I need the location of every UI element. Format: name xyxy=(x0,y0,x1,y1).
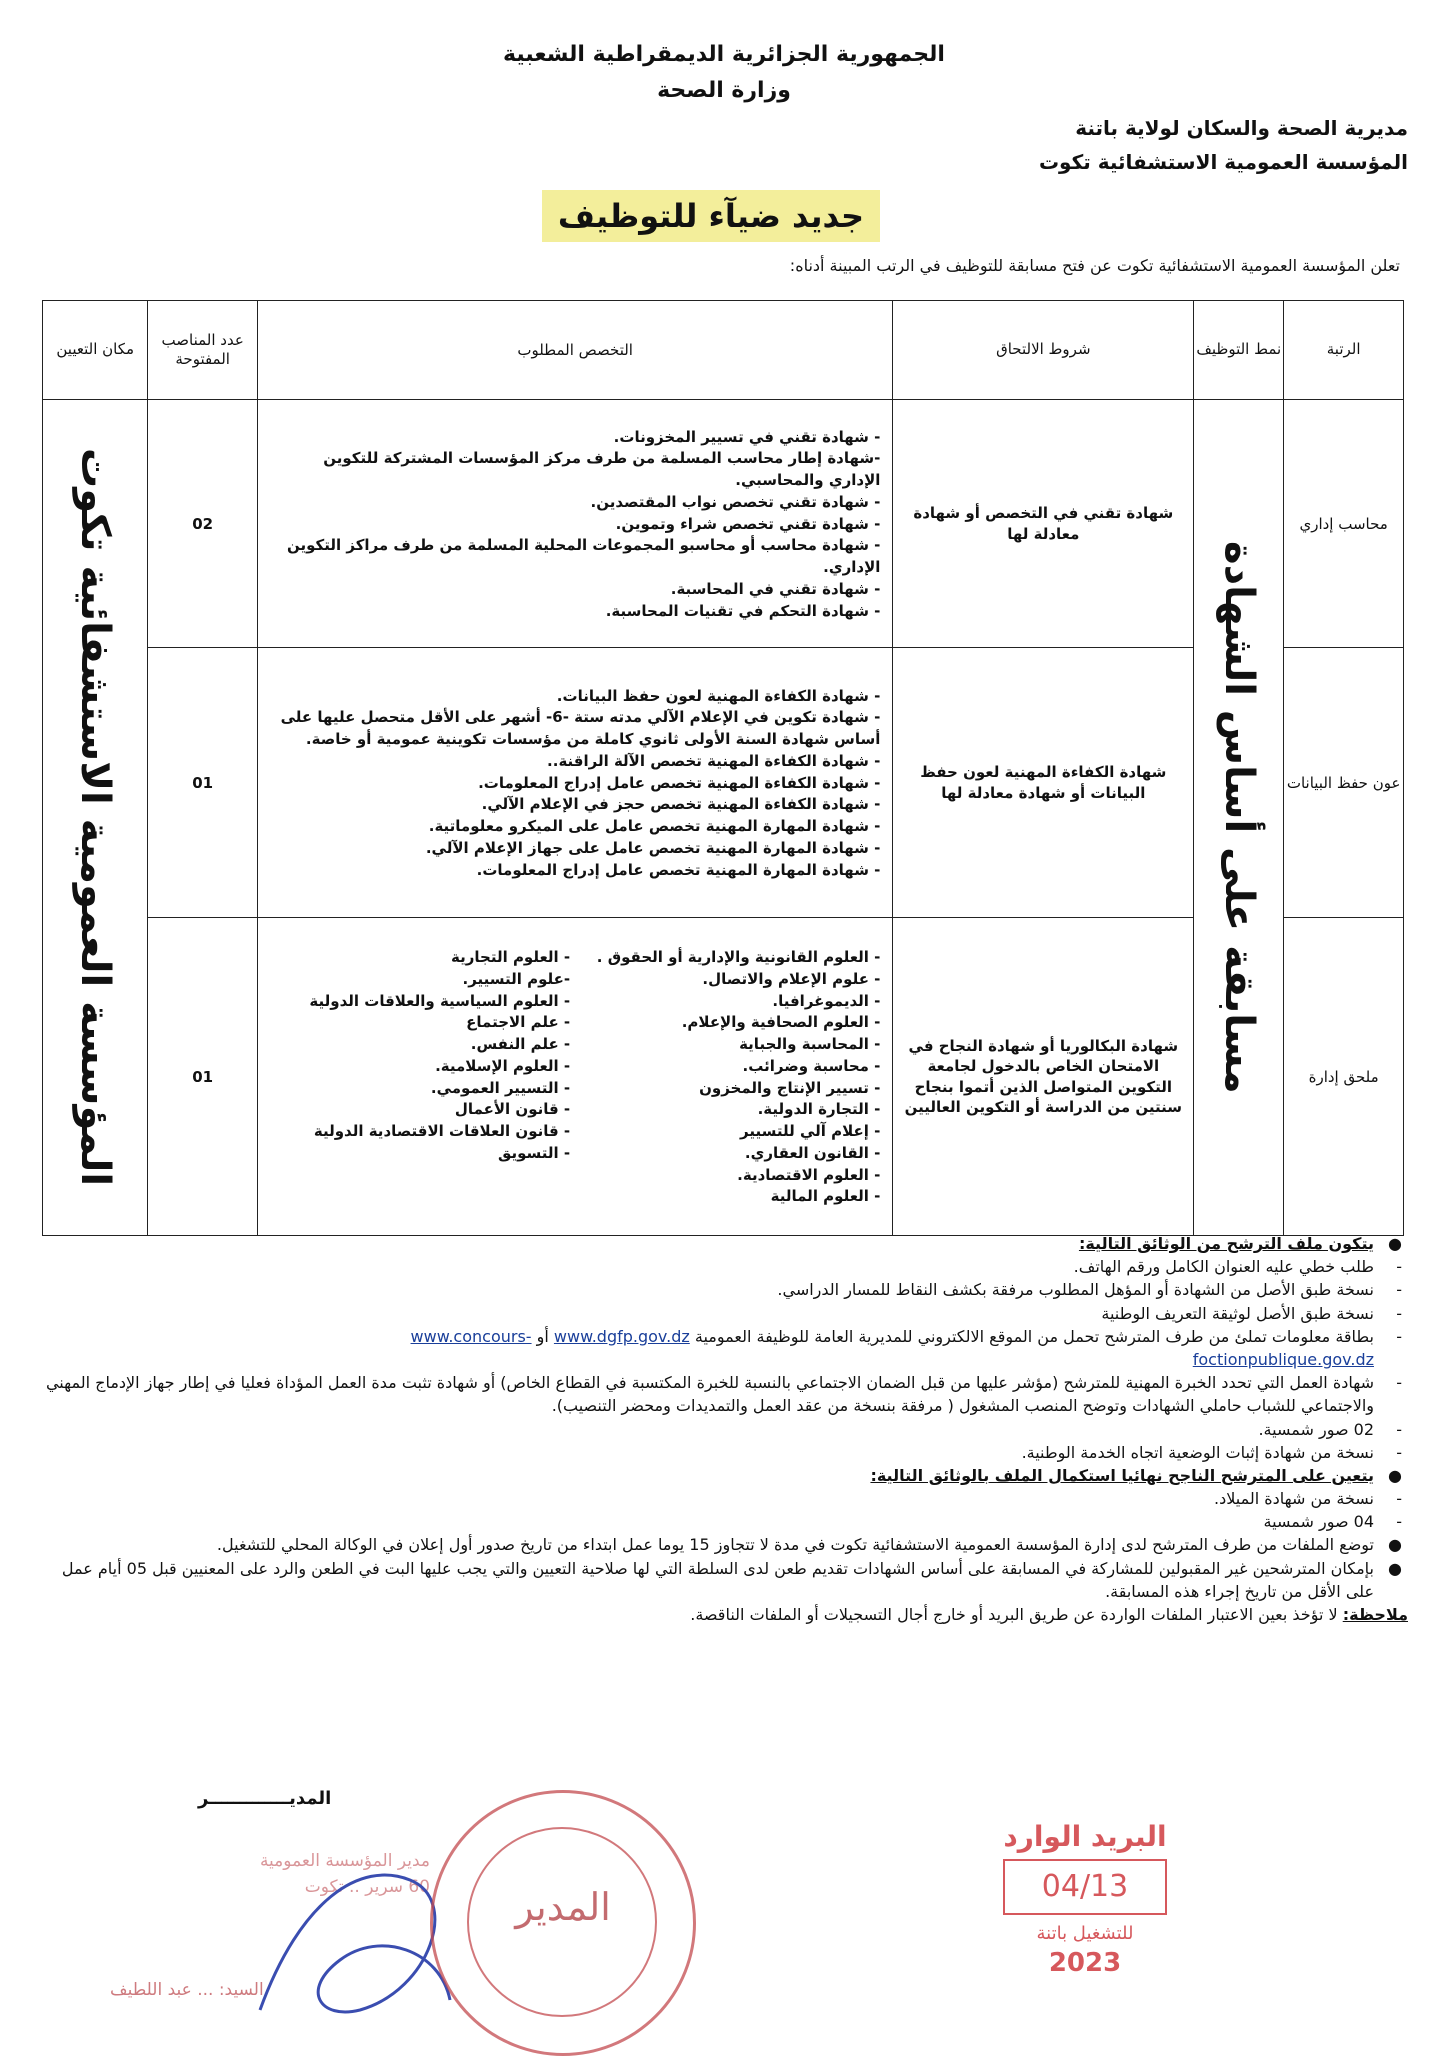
rank-cell: محاسب إداري xyxy=(1284,400,1404,648)
specialty-item: - شهادة المهارة المهنية تخصص عامل على جهاز الإعلام الآلي. xyxy=(425,838,881,857)
specialty-item: - شهادة الكفاءة المهنية تخصص عامل إدراج المعلومات. xyxy=(478,773,881,792)
final-item: 04 صور شمسية xyxy=(1263,1512,1374,1532)
bullet-icon: ● xyxy=(1388,1465,1402,1485)
conditions-cell: شهادة الكفاءة المهنية لعون حفظ البيانات أو شهادة معادلة لها xyxy=(893,648,1194,918)
file-heading: يتكون ملف الترشح من الوثائق التالية: xyxy=(1078,1234,1374,1253)
institution-name: المؤسسة العمومية الاستشفائية تكوت xyxy=(1038,150,1408,174)
specialty-columns xyxy=(270,947,880,1208)
file-item: شهادة العمل التي تحدد الخبرة المهنية للمترشح (مؤشر عليها من قبل الضمان الاجتماعي بالنسبة للخبرة المكتسبة في القطاع الخاص) أو شهادة تثبت مدة العمل المؤداة فعليا في إطار جهاز الإدماج المهني والاجتماعي للشباب حاملي الشهادات وتوضح المنصب المشغول ( مرفقة بنسخة من عقد العمل والتمديدات ومحضر التنصيب). xyxy=(45,1373,1374,1416)
specialty-item: - علم الاجتماع xyxy=(466,1013,571,1032)
mail-stamp-title: البريد الوارد xyxy=(1003,1820,1167,1853)
conditions-cell: شهادة البكالوريا أو شهادة النجاح في الامتحان الخاص بالدخول لجامعة التكوين المتواصل الذين أتموا بنجاح سنتين من الدراسة أو التكوين العاليين xyxy=(893,918,1194,1236)
specialty-item: - التسويق xyxy=(497,1143,571,1162)
mode-cell xyxy=(1194,400,1284,1236)
dash-icon: - xyxy=(1396,1419,1402,1439)
specialty-item: - العلوم الاقتصادية. xyxy=(737,1165,881,1184)
dash-icon: - xyxy=(1396,1303,1402,1323)
specialty-column-right xyxy=(580,947,880,1208)
seal-label: المدير xyxy=(515,1885,611,1929)
concours-link-cont[interactable]: foctionpublique.gov.dz xyxy=(1192,1349,1374,1369)
dash-icon: - xyxy=(1396,1280,1402,1300)
header-rank: الرتبة xyxy=(1284,301,1404,400)
ministry-header: وزارة الصحة xyxy=(657,78,791,103)
or-text: أو xyxy=(536,1326,549,1346)
file-item: نسخة من شهادة إثبات الوضعية اتجاه الخدمة الوطنية. xyxy=(1021,1442,1374,1462)
list-item xyxy=(38,1557,1408,1603)
mail-stamp-line: للتشغيل باتنة xyxy=(1036,1923,1134,1944)
file-item: 02 صور شمسية. xyxy=(1258,1419,1374,1439)
conditions-cell: شهادة تقني في التخصص أو شهادة معادلة لها xyxy=(893,400,1194,648)
specialty-column-left xyxy=(270,947,570,1208)
specialty-item: - علم النفس. xyxy=(470,1035,571,1053)
specialty-item: - قانون العلاقات الاقتصادية الدولية xyxy=(313,1122,571,1140)
count-cell: 02 xyxy=(148,400,257,648)
bullet-icon: ● xyxy=(1388,1535,1402,1555)
list-item xyxy=(38,1441,1408,1464)
director-label: المديـــــــــــــر xyxy=(198,1788,332,1809)
place-value: المؤسسة العمومية الاستشفائية تكوت xyxy=(72,448,119,1187)
specialty-item: - إعلام آلي للتسيير xyxy=(740,1122,881,1140)
specialty-cell xyxy=(257,400,892,648)
concours-link[interactable]: www.concours- xyxy=(410,1326,532,1346)
republic-header: الجمهورية الجزائرية الديمقراطية الشعبية xyxy=(503,42,945,67)
specialty-item: - شهادة تقني في تسيير المخزونات. xyxy=(613,427,881,446)
file-item: نسخة طبق الأصل لوثيقة التعريف الوطنية xyxy=(1101,1303,1374,1323)
specialty-item: - العلوم القانونية والإدارية أو الحقوق . xyxy=(596,948,881,966)
dgfp-link[interactable]: www.dgfp.gov.dz xyxy=(553,1326,690,1346)
list-item xyxy=(38,1418,1408,1441)
appeal-text: بإمكان المترشحين غير المقبولين للمشاركة في المسابقة على أساس الشهادات تقديم طعن لدى السلطة التي لها صلاحية التعيين والتي يجب عليها البت في الطعن والرد على المعنيين قبل 05 أيام عمل على الأقل من تاريخ إجراء هذه المسابقة. xyxy=(61,1558,1374,1601)
list-item xyxy=(38,1232,1408,1255)
list-item xyxy=(38,1278,1408,1301)
specialty-item: - شهادة التحكم في تقنيات المحاسبة. xyxy=(605,601,881,620)
deposit-text: توضع الملفات من طرف المترشح لدى إدارة المؤسسة العمومية الاستشفائية تكوت في مدة لا تتجاوز 15 يوما عمل ابتداء من تاريخ صدور أول إعلان في الوكالة المحلي للتشغيل. xyxy=(216,1535,1374,1555)
dash-icon: - xyxy=(1396,1442,1402,1462)
count-cell: 01 xyxy=(148,648,257,918)
bullet-icon: ● xyxy=(1388,1234,1402,1253)
header-mode: نمط التوظيف xyxy=(1194,301,1284,400)
dash-icon: - xyxy=(1396,1512,1402,1532)
specialty-item: - العلوم الإسلامية. xyxy=(435,1056,571,1075)
final-heading: يتعين على المترشح الناجح نهائيا استكمال الملف بالوثائق التالية: xyxy=(870,1465,1374,1485)
specialty-item: - شهادة المهارة المهنية تخصص عامل إدراج المعلومات. xyxy=(476,860,881,879)
specialty-item: - شهادة تقني في المحاسبة. xyxy=(670,579,881,598)
specialty-item: - تسيير الإنتاج والمخزون xyxy=(699,1078,881,1097)
specialty-item: - قانون الأعمال xyxy=(454,1100,571,1119)
mail-stamp-number: 04/13 xyxy=(1003,1859,1167,1915)
directorate-name: مديرية الصحة والسكان لولاية باتنة xyxy=(1075,116,1408,140)
mail-received-stamp xyxy=(935,1820,1235,2050)
file-item: طلب خطي عليه العنوان الكامل ورقم الهاتف. xyxy=(1073,1257,1374,1277)
list-item xyxy=(38,1487,1408,1510)
header-place: مكان التعيين xyxy=(43,301,148,400)
specialty-item: - العلوم التجارية xyxy=(451,948,571,966)
dash-icon: - xyxy=(1396,1373,1402,1393)
specialty-cell xyxy=(257,918,892,1236)
table-header-row xyxy=(43,301,1404,400)
specialty-item: - التسيير العمومي. xyxy=(430,1078,571,1097)
stamp-line: 60 سرير .. تكوت xyxy=(304,1877,430,1897)
header-count: عدد المناصب المفتوحة xyxy=(148,301,257,400)
list-item xyxy=(38,1302,1408,1325)
specialty-item: -شهادة إطار محاسب المسلمة من طرف مركز المؤسسات المشتركة للتكوين الإداري والمحاسبي. xyxy=(323,449,881,490)
dash-icon: - xyxy=(1396,1257,1402,1277)
round-seal-icon xyxy=(430,1790,696,2056)
specialty-item: - محاسبة وضرائب. xyxy=(742,1056,881,1075)
dash-icon: - xyxy=(1396,1326,1402,1346)
specialty-item: - القانون العقاري. xyxy=(744,1143,881,1162)
file-item: نسخة طبق الأصل من الشهادة أو المؤهل المطلوب مرفقة بكشف النقاط للمسار الدراسي. xyxy=(777,1280,1374,1300)
list-item xyxy=(38,1533,1408,1556)
note-label: ملاحظة: xyxy=(1342,1605,1408,1624)
specialty-item: - شهادة الكفاءة المهنية لعون حفظ البيانات. xyxy=(556,686,881,705)
dash-icon: - xyxy=(1396,1489,1402,1509)
list-item xyxy=(38,1464,1408,1487)
table-row xyxy=(43,400,1404,648)
stamp-line: مدير المؤسسة العمومية xyxy=(259,1851,430,1871)
intro-text: تعلن المؤسسة العمومية الاستشفائية تكوت عن فتح مسابقة للتوظيف في الرتب المبينة أدناه: xyxy=(789,256,1400,275)
bullet-icon: ● xyxy=(1388,1558,1402,1578)
count-cell: 01 xyxy=(148,918,257,1236)
specialty-item: - العلوم المالية xyxy=(770,1187,881,1206)
header-conditions: شروط الالتحاق xyxy=(893,301,1194,400)
note-line xyxy=(38,1603,1408,1626)
list-item xyxy=(38,1510,1408,1533)
specialty-item: -علوم التسيير. xyxy=(462,969,571,988)
mail-stamp-year: 2023 xyxy=(1048,1948,1122,1978)
specialty-cell xyxy=(257,648,892,918)
specialty-item: - العلوم السياسية والعلاقات الدولية xyxy=(309,991,571,1010)
specialty-item: - شهادة تكوين في الإعلام الآلي مدته ستة -6- أشهر على الأقل متحصل عليها على أساس شهادة السنة الأولى ثانوي كاملة من مؤسسات تكوينية عمومية أو خاصة. xyxy=(280,708,881,749)
specialty-item: - شهادة تقني تخصص شراء وتموين. xyxy=(615,514,881,533)
positions-table xyxy=(42,300,1404,1236)
specialty-item: - العلوم الصحافية والإعلام. xyxy=(681,1013,881,1032)
rank-cell: عون حفظ البيانات xyxy=(1284,648,1404,918)
header-specialty: التخصص المطلوب xyxy=(257,301,892,400)
list-item xyxy=(38,1325,1408,1371)
specialty-item: - شهادة المهارة المهنية تخصص عامل على الميكرو معلوماتية. xyxy=(428,817,881,836)
specialty-item: - شهادة الكفاءة المهنية تخصص حجز في الإعلام الآلي. xyxy=(481,795,881,814)
specialty-item: - الديموغرافيا. xyxy=(772,991,881,1010)
mode-value: مسابقة على أساس الشهادة xyxy=(1215,541,1262,1094)
final-item: نسخة من شهادة الميلاد. xyxy=(1214,1489,1374,1509)
list-item xyxy=(38,1255,1408,1278)
specialty-item: - شهادة الكفاءة المهنية تخصص الآلة الراقنة.. xyxy=(547,751,881,770)
specialty-item: - شهادة تقني تخصص نواب المقتصدين. xyxy=(590,492,881,511)
list-item xyxy=(38,1371,1408,1417)
info-card-text: بطاقة معلومات تملئ من طرف المترشح تحمل من الموقع الالكتروني للمديرية العامة للوظيفة العمومية xyxy=(694,1326,1374,1346)
specialty-item: - التجارة الدولية. xyxy=(757,1100,881,1119)
application-file-section xyxy=(38,1232,1408,1626)
page-title: جديد ضيآء للتوظيف xyxy=(542,190,880,242)
place-cell xyxy=(43,400,148,1236)
note-text: لا تؤخذ بعين الاعتبار الملفات الواردة عن طريق البريد أو خارج أجال التسجيلات أو الملفات الناقصة. xyxy=(690,1605,1338,1624)
specialty-item: - المحاسبة والجباية xyxy=(739,1035,881,1053)
specialty-item: - علوم الإعلام والاتصال. xyxy=(702,969,881,988)
stamp-name: السيد: ... عبد اللطيف xyxy=(110,1980,264,2000)
rank-cell: ملحق إدارة xyxy=(1284,918,1404,1236)
specialty-item: - شهادة محاسب أو محاسبو المجموعات المحلية المسلمة من طرف مراكز التكوين الإداري. xyxy=(287,536,881,577)
